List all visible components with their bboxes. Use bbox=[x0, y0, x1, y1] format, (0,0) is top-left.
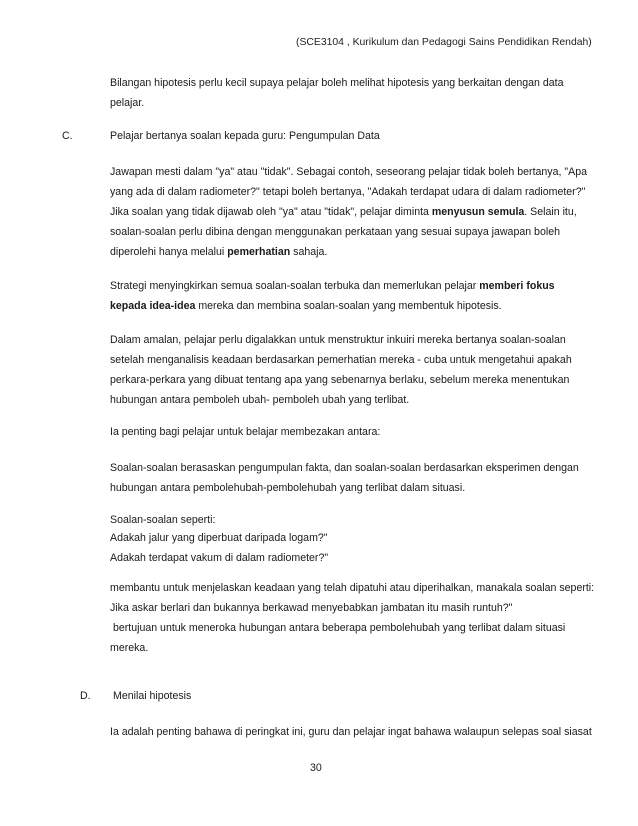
paragraph-c4 bbox=[110, 422, 600, 442]
text-run: sahaja. bbox=[290, 246, 328, 258]
bold-term: pemerhatian bbox=[227, 246, 291, 258]
section-marker-c: C. bbox=[62, 130, 73, 142]
text-line: Ia penting bagi pelajar untuk belajar membezakan antara: bbox=[110, 426, 381, 438]
text-line: Bilangan hipotesis perlu kecil supaya pelajar boleh melihat hipotesis yang berkaitan dengan data bbox=[110, 77, 564, 89]
text-line: Adakah jalur yang diperbuat daripada logam?" bbox=[110, 532, 328, 544]
text-line: yang ada di dalam radiometer?" tetapi boleh bertanya, "Adakah terdapat udara di dalam radiometer?" bbox=[110, 186, 586, 198]
bold-term: menyusun semula bbox=[431, 206, 525, 218]
section-marker-d: D. bbox=[80, 690, 91, 702]
text-line: pelajar. bbox=[110, 97, 145, 109]
text-run: Jika soalan yang tidak dijawab oleh "ya" atau "tidak", pelajar diminta bbox=[110, 206, 432, 218]
paragraph-c1 bbox=[110, 162, 600, 262]
text-line bbox=[110, 202, 600, 222]
text-line: perkara-perkara yang dibuat tentang apa yang sebenarnya berlaku, sebelum mereka menentukan bbox=[110, 374, 570, 386]
paragraph-c7 bbox=[110, 578, 600, 658]
text-run: mereka dan membina soalan-soalan yang membentuk hipotesis. bbox=[195, 300, 502, 312]
text-line: Adakah terdapat vakum di dalam radiometer?" bbox=[110, 552, 329, 564]
text-line bbox=[110, 242, 600, 262]
paragraph-c2 bbox=[110, 276, 600, 316]
bold-term: memberi fokus bbox=[479, 280, 555, 292]
paragraph-c6 bbox=[110, 510, 600, 568]
text-line: soalan-soalan perlu dibina dengan menggunakan perkataan yang sesuai supaya jawapan boleh bbox=[110, 226, 560, 238]
text-line: Dalam amalan, pelajar perlu digalakkan untuk menstruktur inkuiri mereka bertanya soalan-soalan bbox=[110, 334, 566, 346]
section-title-d: Menilai hipotesis bbox=[113, 690, 192, 702]
text-line: hubungan antara pembolehubah-pembolehubah yang terlibat dalam situasi. bbox=[110, 482, 466, 494]
running-header: (SCE3104 , Kurikulum dan Pedagogi Sains Pendidikan Rendah) bbox=[296, 37, 592, 48]
section-title-c: Pelajar bertanya soalan kepada guru: Pengumpulan Data bbox=[110, 130, 380, 142]
text-run: Strategi menyingkirkan semua soalan-soalan terbuka dan memerlukan pelajar bbox=[110, 280, 480, 292]
text-run: . Selain itu, bbox=[524, 206, 577, 218]
text-line: Ia adalah penting bahawa di peringkat ini, guru dan pelajar ingat bahawa walaupun selepas soal siasat bbox=[110, 726, 592, 738]
paragraph-c5 bbox=[110, 458, 600, 498]
text-line: Jika askar berlari dan bukannya berkawad menyebabkan jambatan itu masih runtuh?" bbox=[110, 602, 513, 614]
bold-term: kepada idea-idea bbox=[110, 300, 196, 312]
text-line: Soalan-soalan seperti: bbox=[110, 514, 216, 526]
text-run: diperolehi hanya melalui bbox=[110, 246, 228, 258]
text-line bbox=[110, 276, 600, 296]
paragraph-d1 bbox=[110, 722, 600, 742]
text-line: Soalan-soalan berasaskan pengumpulan fakta, dan soalan-soalan berdasarkan eksperimen dengan bbox=[110, 462, 579, 474]
paragraph-intro bbox=[110, 73, 600, 113]
text-line: Jawapan mesti dalam "ya" atau "tidak". Sebagai contoh, seseorang pelajar tidak boleh bertanya, "Apa bbox=[110, 166, 587, 178]
page-number: 30 bbox=[310, 762, 322, 774]
text-line: hubungan antara pemboleh ubah- pemboleh ubah yang terlibat. bbox=[110, 394, 410, 406]
text-line: bertujuan untuk meneroka hubungan antara beberapa pembolehubah yang terlibat dalam situasi bbox=[110, 622, 566, 634]
paragraph-c3 bbox=[110, 330, 600, 410]
text-line bbox=[110, 296, 600, 316]
text-line: mereka. bbox=[110, 642, 149, 654]
text-line: membantu untuk menjelaskan keadaan yang telah dipatuhi atau diperihalkan, manakala soalan seperti: bbox=[110, 582, 595, 594]
text-line: setelah menganalisis keadaan berdasarkan pemerhatian mereka - cuba untuk mengetahui apakah bbox=[110, 354, 572, 366]
